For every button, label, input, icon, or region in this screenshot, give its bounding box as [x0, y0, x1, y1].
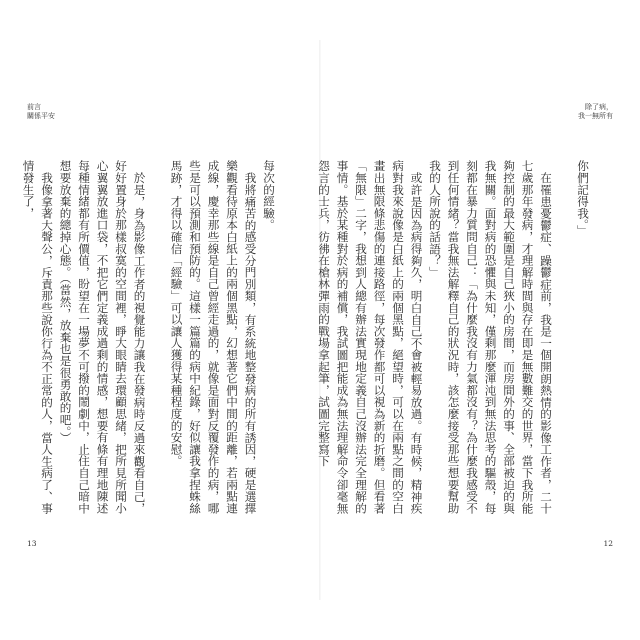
running-header-line2: 我一無所有: [578, 112, 613, 120]
paragraph: 或許是因為病得夠久，明白自己不會被輕易放過。有時候，精神疾病對我來說像是白紙上的兩個黑點，絕望時，可以在兩點之間的空白畫出無限條悲傷的連接路徑，每次發作都可以視為新的折磨。但看著「無限」二字，我想到人總有辦法實現地定義自己沒辦法完全理解的事情。基於某種對於病的補償，我試圖把能成為無法理解命令卻毫無怨言的士兵，彷彿在槍林彈雨的戰場拿起筆，試圖完整寫下: [317, 160, 424, 514]
paragraph: 在罹患憂鬱症、躁鬱症前，我是一個開朗熱情的影像工作者，二十七歲那年發病，才理解時間與存在即是無數難交的世界，當下我所能夠控制的最大範圍是自己狹小的房間，而房間外的事、全部被迫的與我無關。面對病的恐懼與未知，僅剩那麼渾沌到無法思考的驅殼，每刻都在暴力質問自己：「為什麼我沒有力氣都沒有？為什麼我感受不到任何情緒？當我無法解釋自己的狀況時，該怎麼接受那些想要幫助我的人所說的話語？」: [428, 160, 553, 514]
paragraph-spacer: [149, 160, 168, 520]
paragraph: 我將痛苦的感受分門別類，有系統地整發病的所有誘因，硬是選擇樂觀看待原本白紙上的兩個黑點，幻想著它們中間的距離，若兩點連成線，慶幸那些線是自己曾經走過的，就像是面對反覆發作的病，哪些是可以預測和預防的。這樣一篇篇的病中紀錄，好似讓我拿捏蛛絲馬跡，才得以確信「經驗」可以讓人獲得某種程度的安慰。: [169, 160, 258, 514]
paragraph: 你們記得我。」: [576, 160, 590, 237]
body-text-left: [21, 160, 278, 520]
running-header-right: [578, 103, 613, 121]
running-header-line2: 關係平安: [27, 112, 55, 120]
paragraph: 每次的經驗。: [262, 160, 276, 231]
running-header-left: [27, 103, 55, 121]
body-text-right: [317, 160, 592, 520]
running-header-line1: 除了病，: [585, 103, 613, 111]
right-page: [317, 0, 640, 640]
page-number-right: 12: [603, 539, 613, 548]
paragraph: 我像拿著大聲公，斥責那些說你行為不正常的人，當人生病了、事情發生了，: [21, 160, 54, 514]
paragraph: 於是，身為影像工作者的視覺能力讓我在發病時反過來觀看自己，好好置身於那樣叔寞的空間裡，睜大眼睛去環顧思緒，把所見所聞小心翼翼放進口袋，不把它們定義成過剩的情感，想要有條有理地陳述每種情緒都有所價值，盼望在一場夢不可撥的鬧劇中，止住自己暗中想要放棄的總掉心態。（當然，放棄也是很勇敢的吧。）: [58, 160, 147, 514]
paragraph-spacer: [555, 160, 574, 520]
running-header-line1: 前言: [27, 103, 41, 111]
page-number-left: 13: [27, 539, 37, 548]
